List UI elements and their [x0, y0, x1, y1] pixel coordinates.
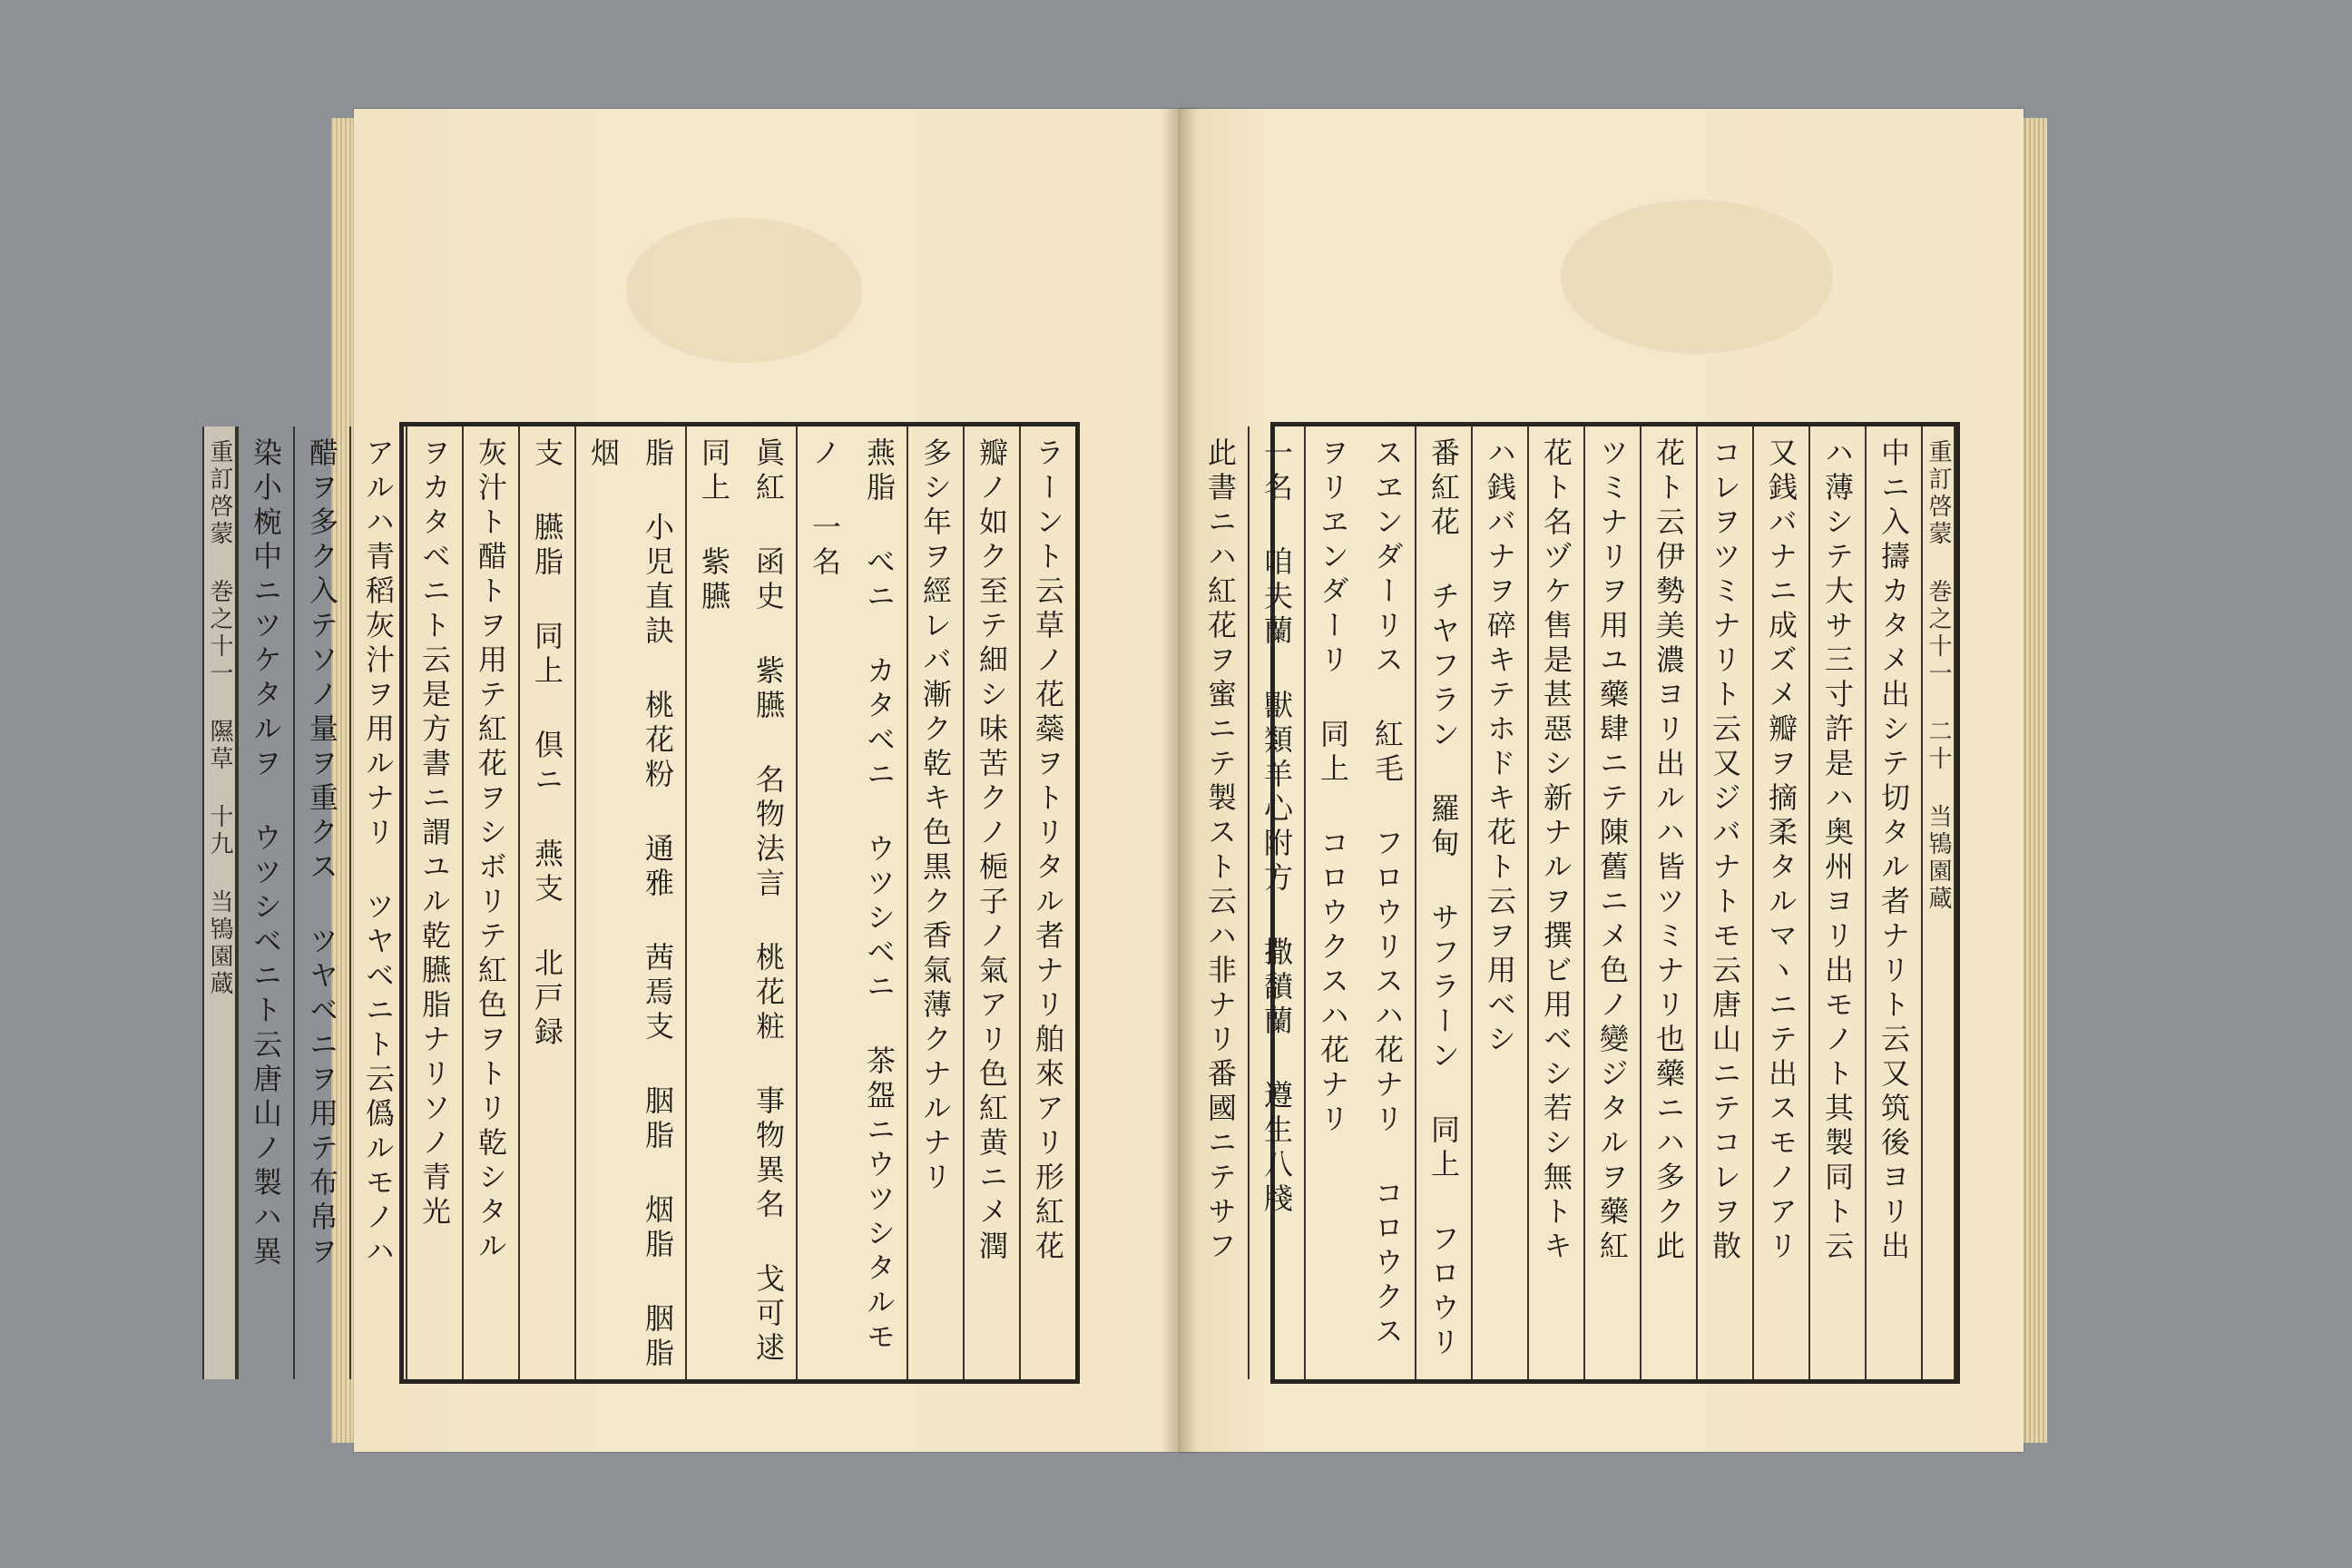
text-column: ハ薄シテ大サ三寸許是ハ奥州ヨリ出モノト其製同ト云 [1808, 426, 1865, 1379]
paper-stain [1561, 200, 1833, 354]
text-column: 中ニ入擣カタメ出シテ切タル者ナリト云又筑後ヨリ出 [1865, 426, 1921, 1379]
right-page [1180, 109, 2024, 1452]
text-column: 燕脂 べニ カタベニ ウツシベニ 茶盌ニウツシタルモノ 一名 [796, 426, 906, 1379]
book-gutter [1161, 109, 1198, 1452]
text-column: ツミナリヲ用ユ藥肆ニテ陳舊ニメ色ノ變ジタルヲ藥紅 [1583, 426, 1640, 1379]
text-column: 眞紅 函史 紫臙 名物法言 桃花粧 事物異名 戈可逑 同上 紫臙 [685, 426, 796, 1379]
text-column: 脂 小児直訣 桃花粉 通雅 茜焉支 胭脂 烟脂 胭脂 烟 [574, 426, 685, 1379]
text-column: 又銭バナニ成ズメ瓣ヲ摘柔タルマヽニテ出スモノアリ [1752, 426, 1808, 1379]
text-column: ヲカタベニト云是方書ニ謂ユル乾臙脂ナリソノ青光 [406, 426, 462, 1379]
text-column: 多シ年ヲ經レバ漸ク乾キ色黒ク香氣薄クナルナリ [906, 426, 963, 1379]
text-column: 灰汁ト醋トヲ用テ紅花ヲシボリテ紅色ヲトリ乾シタル [462, 426, 518, 1379]
left-page [206, 109, 1198, 1452]
text-column: 染小椀中ニツケタルヲ ウツシベニト云唐山ノ製ハ異 [237, 426, 293, 1379]
text-column: 支 臙脂 同上 倶ニ 燕支 北戸録 [518, 426, 574, 1379]
text-column: 花ト名ヅケ售是甚惡シ新ナルヲ撰ビ用ベシ若シ無トキ [1527, 426, 1583, 1379]
block-center-label: 重訂啓蒙 巻之十一 二十 当鴇園蔵 [1921, 426, 1955, 1379]
text-column: ハ銭バナヲ碎キテホドキ花ト云ヲ用ベシ [1471, 426, 1527, 1379]
text-column: スヱンダーリス 紅毛 フロウリスハ花ナリ コロウクスヲリヱンダーリ 同上 コロウクスハ花ナリ [1304, 426, 1415, 1379]
text-column: 番紅花 チヤフラン 羅甸 サフラーン 同上 フロウリ [1415, 426, 1471, 1379]
block-center-label: 重訂啓蒙 巻之十一 隰草 十九 当鴇園蔵 [202, 426, 237, 1379]
text-column: アルハ青稻灰汁ヲ用ルナリ ツヤベニト云僞ルモノハ [349, 426, 406, 1379]
left-text-frame [206, 422, 1080, 1384]
text-column: ラーント云草ノ花蘂ヲトリタル者ナリ舶來アリ形紅花 [1019, 426, 1075, 1379]
text-column: 此書ニハ紅花ヲ蜜ニテ製スト云ハ非ナリ番國ニテサフ [1203, 437, 1238, 1265]
text-column: 醋ヲ多ク入テソノ量ヲ重クス ツヤベニヲ用テ布帛ヲ [293, 426, 349, 1379]
paper-stain [626, 218, 862, 363]
text-column: 一名 咱夫蘭 獸類羊心附方 撒馩蘭 遵生八牋 [1248, 426, 1304, 1379]
right-fore-edge [2022, 118, 2047, 1443]
right-text-frame [1203, 422, 1960, 1384]
text-column: 花ト云伊勢美濃ヨリ出ルハ皆ツミナリ也藥ニハ多ク此 [1640, 426, 1696, 1379]
open-book [206, 100, 2051, 1461]
text-column: 瓣ノ如ク至テ細シ味苦クノ梔子ノ氣アリ色紅黄ニメ潤 [963, 426, 1019, 1379]
text-column: コレヲツミナリト云又ジバナトモ云唐山ニテコレヲ散 [1696, 426, 1752, 1379]
